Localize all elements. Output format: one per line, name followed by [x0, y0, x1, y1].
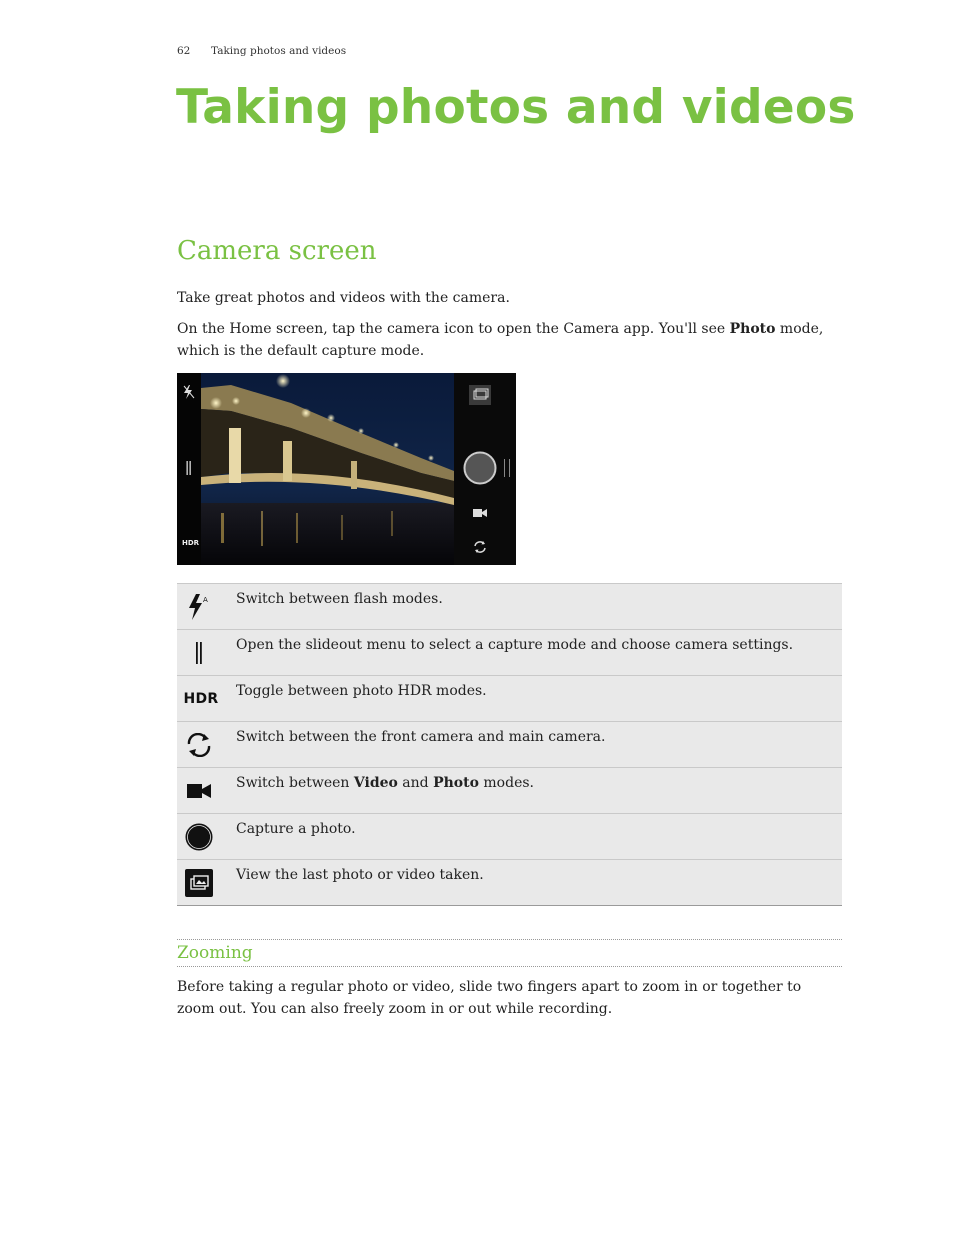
- intro-paragraph: Take great photos and videos with the camera.: [177, 290, 510, 306]
- hdr-icon[interactable]: HDR: [182, 539, 200, 547]
- running-header: [177, 45, 346, 57]
- legend-text: Open the slideout menu to select a capture mode and choose camera settings.: [236, 637, 794, 653]
- slideout-menu-icon[interactable]: [186, 461, 192, 475]
- zooming-paragraph: Before taking a regular photo or video, slide two fingers apart to zoom in or together to zoom out. You can also freely zoom in or out while recording.: [177, 979, 802, 1017]
- legend-text: Switch between flash modes.: [236, 591, 443, 607]
- camera-controls-legend: [177, 583, 842, 906]
- running-title: Taking photos and videos: [211, 45, 347, 57]
- camera-right-bar: [454, 373, 516, 565]
- subsection-title: Zooming: [177, 943, 253, 963]
- hdr-icon: HDR: [183, 690, 219, 707]
- slideout-menu-icon: [195, 642, 203, 664]
- switch-camera-icon[interactable]: [473, 540, 487, 554]
- legend-row-switch-camera: [177, 721, 842, 767]
- camera-screenshot: [177, 373, 516, 565]
- legend-text: Capture a photo.: [236, 821, 356, 837]
- switch-camera-icon: [186, 733, 212, 757]
- flash-icon: [188, 594, 210, 620]
- flash-icon[interactable]: [183, 385, 195, 399]
- section-title: Camera screen: [177, 236, 377, 266]
- shutter-icon[interactable]: [463, 451, 497, 485]
- shutter-icon: [184, 822, 214, 852]
- legend-row-slideout: [177, 629, 842, 675]
- legend-text: Switch between the front camera and main camera.: [236, 729, 606, 745]
- svg-text:A: A: [203, 595, 208, 604]
- zoom-indicator: [504, 459, 510, 477]
- gallery-icon: [185, 869, 213, 897]
- legend-text: Switch between Video and Photo modes.: [236, 775, 534, 791]
- gallery-icon[interactable]: [469, 385, 491, 405]
- home-screen-paragraph: On the Home screen, tap the camera icon to open the Camera app. You'll see Photo mode, which is the default capture mode.: [177, 321, 824, 359]
- legend-row-hdr: [177, 675, 842, 721]
- camera-left-bar: [177, 373, 201, 565]
- legend-row-video: [177, 767, 842, 813]
- video-camera-icon[interactable]: [473, 508, 487, 518]
- bridge-night-photo: [201, 373, 454, 565]
- legend-row-shutter: [177, 813, 842, 859]
- legend-row-gallery: [177, 859, 842, 906]
- legend-text: Toggle between photo HDR modes.: [236, 683, 487, 699]
- video-camera-icon: [187, 783, 211, 799]
- zooming-heading-bar: [177, 939, 842, 967]
- legend-row-flash: [177, 583, 842, 629]
- legend-text: View the last photo or video taken.: [236, 867, 484, 883]
- page-number: 62: [177, 45, 191, 57]
- photo-mode-label: Photo: [729, 321, 776, 337]
- chapter-title: Taking photos and videos: [176, 80, 856, 135]
